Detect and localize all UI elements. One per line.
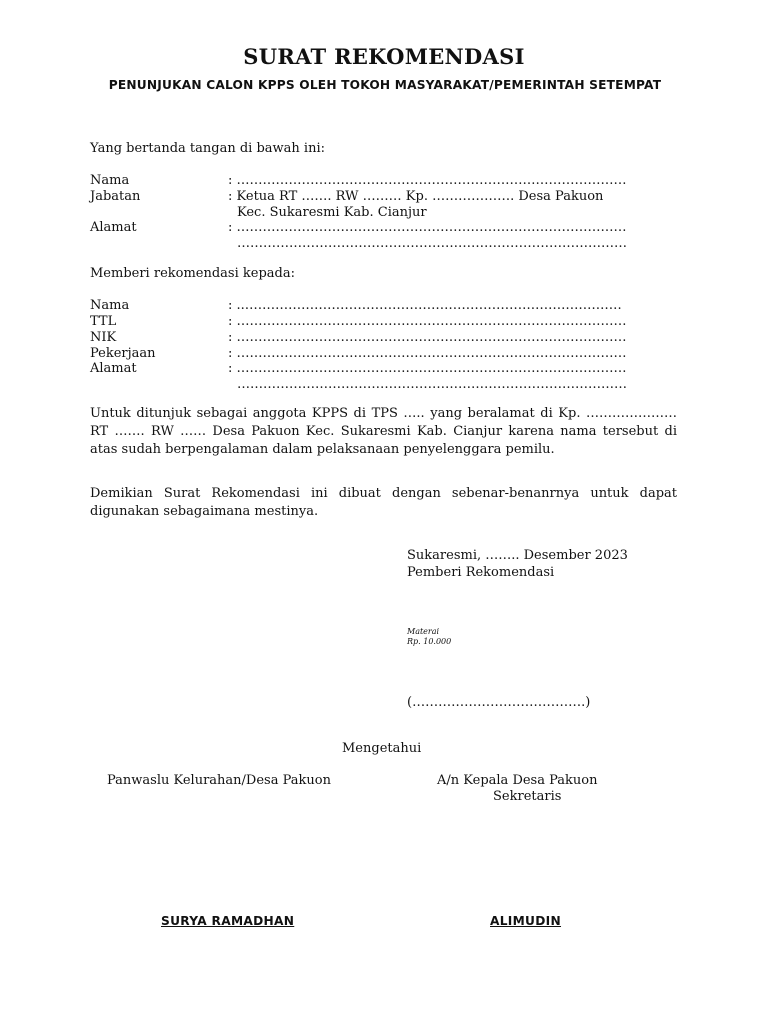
recipient-intro: Memberi rekomendasi kepada: [90, 266, 295, 281]
recipient-nama-label: Nama [90, 298, 130, 313]
recipient-nik-value: : ……………………………………………………………………………… [228, 330, 627, 345]
signer-alamat-value: : ……………………………………………………………………………… [228, 220, 627, 235]
recipient-ttl-label: TTL [90, 314, 117, 329]
document-subtitle: PENUNJUKAN CALON KPPS OLEH TOKOH MASYARAKAT/PEMERINTAH SETEMPAT [108, 78, 662, 92]
signer-nama-label: Nama [90, 173, 130, 188]
kepala-desa-title: A/n Kepala Desa Pakuon [437, 773, 598, 788]
signer-jabatan-value-cont: Kec. Sukaresmi Kab. Cianjur [237, 205, 427, 220]
panwaslu-title: Panwaslu Kelurahan/Desa Pakuon [107, 773, 331, 788]
recipient-ttl-value: : ……………………………………………………………………………… [228, 314, 627, 329]
materai-amount: Rp. 10.000 [407, 637, 452, 646]
signer-alamat-value-cont: ……………………………………………………………………………… [237, 236, 627, 251]
signer-alamat-label: Alamat [90, 220, 137, 235]
place-date: Sukaresmi, …….. Desember 2023 [407, 548, 628, 563]
signer-nama-value: : ……………………………………………………………………………… [228, 173, 627, 188]
recipient-pekerjaan-label: Pekerjaan [90, 346, 156, 361]
signer-jabatan-label: Jabatan [90, 189, 141, 204]
document-title: SURAT REKOMENDASI [243, 44, 525, 69]
recipient-alamat-label: Alamat [90, 361, 137, 376]
paragraph-closing: Demikian Surat Rekomendasi ini dibuat dengan sebenar-benanrnya untuk dapat digunakan sebagaimana mestinya. [90, 486, 677, 519]
recipient-pekerjaan-value: : ……………………………………………………………………………… [228, 346, 627, 361]
sekretaris-signatory-name: ALIMUDIN [490, 914, 562, 928]
recipient-alamat-value-cont: ……………………………………………………………………………… [237, 377, 627, 392]
paragraph-appointment: Untuk ditunjuk sebagai anggota KPPS di TPS ….. yang beralamat di Kp. ………………… RT ……. RW …… Desa Pakuon Kec. Sukaresmi Kab. Cianjur karena nama tersebut di atas sudah berpengalaman dalam pelaksanaan penyelenggara pemilu. [90, 406, 677, 457]
recipient-nik-label: NIK [90, 330, 117, 345]
sekretaris-title: Sekretaris [493, 789, 562, 804]
panwaslu-signatory-name: SURYA RAMADHAN [161, 914, 295, 928]
approval-heading: Mengetahui [342, 741, 422, 756]
recipient-nama-value: : ..…………………………………………………………………………… [228, 298, 622, 313]
materai-label: Materai [407, 627, 440, 636]
signer-jabatan-value: : Ketua RT ……. RW ……… Kp. ………………. Desa Pakuon [228, 189, 604, 204]
signer-intro: Yang bertanda tangan di bawah ini: [90, 141, 325, 156]
recipient-alamat-value: : ……………………………………………………………………………… [228, 361, 627, 376]
recommender-role: Pemberi Rekomendasi [407, 565, 555, 580]
signature-blank: (………………………………….) [407, 695, 591, 710]
